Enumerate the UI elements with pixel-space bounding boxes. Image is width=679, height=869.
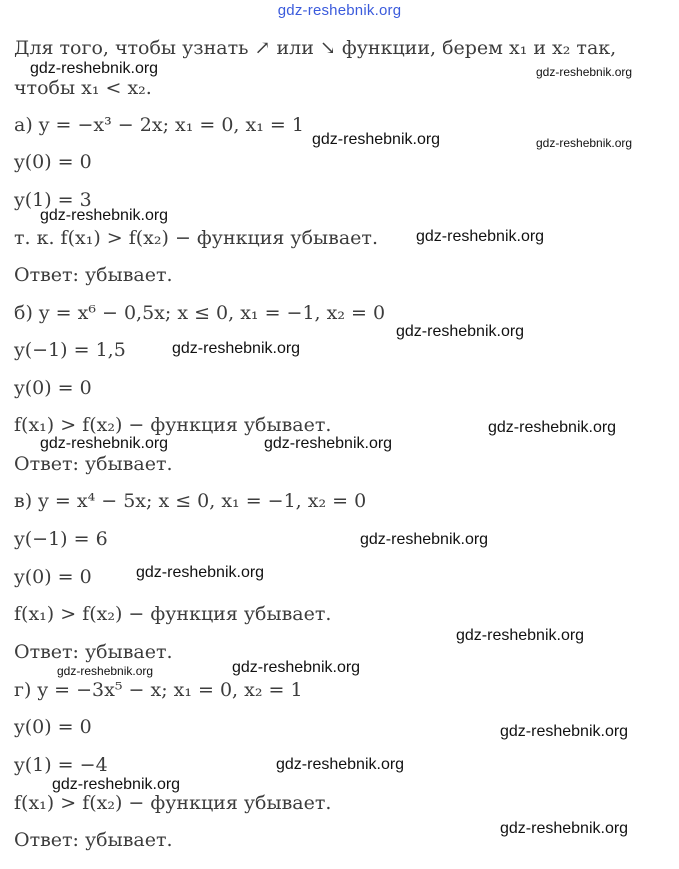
watermark: gdz-reshebnik.org (456, 627, 585, 644)
watermark: gdz-reshebnik.org (536, 65, 633, 79)
task-b-function: б) y = x⁶ − 0,5x; x ≤ 0, x₁ = −1, x₂ = 0 (14, 302, 386, 324)
task-g-value-2: y(1) = −4 (14, 754, 108, 776)
watermark: gdz-reshebnik.org (40, 207, 169, 224)
watermark: gdz-reshebnik.org (30, 60, 159, 77)
task-a-value-1: y(0) = 0 (14, 151, 92, 173)
watermark: gdz-reshebnik.org (396, 323, 525, 340)
watermark: gdz-reshebnik.org (232, 659, 361, 676)
task-g-answer: Ответ: убывает. (14, 829, 173, 851)
task-v-value-1: y(−1) = 6 (14, 528, 108, 550)
task-b-conclusion: f(x₁) > f(x₂) − функция убывает. (14, 414, 332, 436)
intro-line-1: Для того, чтобы узнать ↗ или ↘ функции, берем x₁ и x₂ так, (14, 37, 617, 59)
watermark: gdz-reshebnik.org (172, 340, 301, 357)
watermark: gdz-reshebnik.org (500, 820, 629, 837)
watermark: gdz-reshebnik.org (276, 756, 405, 773)
watermark: gdz-reshebnik.org (264, 435, 393, 452)
task-a-conclusion: т. к. f(x₁) > f(x₂) − функция убывает. (14, 227, 378, 249)
watermark: gdz-reshebnik.org (312, 131, 441, 148)
task-a-value-2: y(1) = 3 (14, 189, 92, 211)
watermark: gdz-reshebnik.org (416, 228, 545, 245)
watermark: gdz-reshebnik.org (52, 776, 181, 793)
watermark: gdz-reshebnik.org (360, 531, 489, 548)
task-a-answer: Ответ: убывает. (14, 264, 173, 286)
watermark: gdz-reshebnik.org (57, 664, 154, 678)
site-header-watermark: gdz-reshebnik.org (277, 2, 402, 19)
watermark: gdz-reshebnik.org (136, 564, 265, 581)
task-g-conclusion: f(x₁) > f(x₂) − функция убывает. (14, 792, 332, 814)
task-b-value-1: y(−1) = 1,5 (14, 339, 126, 361)
task-g-function: г) y = −3x⁵ − x; x₁ = 0, x₂ = 1 (14, 679, 303, 701)
task-b-value-2: y(0) = 0 (14, 377, 92, 399)
task-v-answer: Ответ: убывает. (14, 641, 173, 663)
task-v-function: в) y = x⁴ − 5x; x ≤ 0, x₁ = −1, x₂ = 0 (14, 490, 367, 512)
task-b-answer: Ответ: убывает. (14, 453, 173, 475)
watermark: gdz-reshebnik.org (500, 723, 629, 740)
watermark: gdz-reshebnik.org (488, 419, 617, 436)
task-g-value-1: y(0) = 0 (14, 716, 92, 738)
watermark: gdz-reshebnik.org (40, 435, 169, 452)
task-v-conclusion: f(x₁) > f(x₂) − функция убывает. (14, 603, 332, 625)
task-a-function: а) y = −x³ − 2x; x₁ = 0, x₁ = 1 (14, 114, 304, 136)
intro-line-2: чтобы x₁ < x₂. (14, 77, 152, 99)
watermark: gdz-reshebnik.org (536, 136, 633, 150)
task-v-value-2: y(0) = 0 (14, 566, 92, 588)
